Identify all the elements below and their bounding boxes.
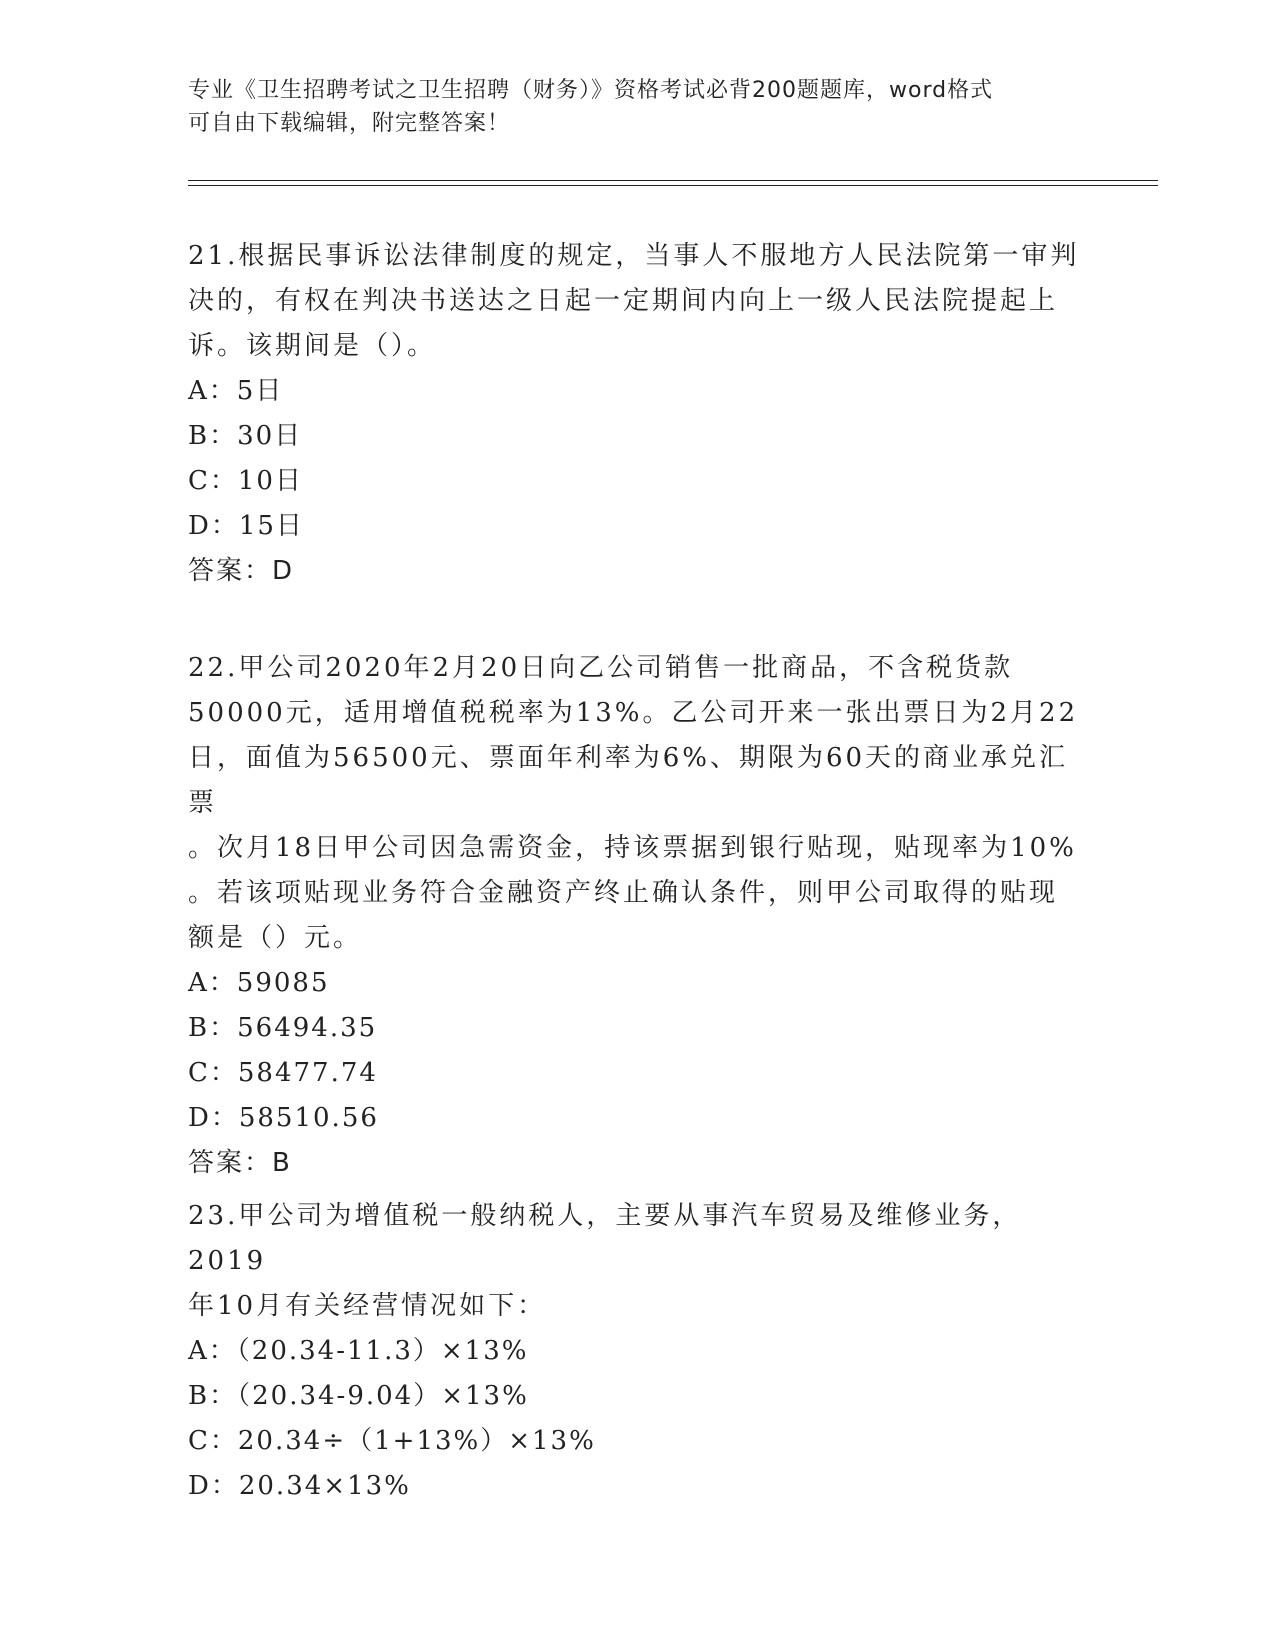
option-d: D：20.34×13% (188, 1471, 411, 1501)
question-stem-line: 决的，有权在判决书送达之日起一定期间内向上一级人民法院提起上 (188, 286, 1059, 316)
option-b: B：56494.35 (188, 1013, 378, 1043)
answer-label: 答案：D (188, 556, 295, 586)
question-stem-line: 22.甲公司2020年2月20日向乙公司销售一批商品，不含税货款 (188, 653, 1014, 683)
answer-label: 答案：B (188, 1148, 292, 1178)
question-stem-line: 21.根据民事诉讼法律制度的规定，当事人不服地方人民法院第一审判 (188, 241, 1080, 271)
option-c: C：10日 (188, 466, 303, 496)
question-stem-line: 。次月18日甲公司因急需资金，持该票据到银行贴现，贴现率为10% (188, 833, 1077, 863)
question-stem-line: 额是（）元。 (188, 923, 363, 953)
question-22 (188, 646, 1088, 1186)
option-a: A：59085 (188, 968, 330, 998)
question-stem-line: 年10月有关经营情况如下： (188, 1291, 547, 1321)
option-b: B：30日 (188, 421, 303, 451)
question-stem-line: 23.甲公司为增值税一般纳税人，主要从事汽车贸易及维修业务，2019 (188, 1201, 1022, 1276)
option-c: C：20.34÷（1+13%）×13% (188, 1426, 596, 1456)
option-b: B：（20.34-9.04）×13% (188, 1381, 529, 1411)
question-stem-line: 日，面值为56500元、票面年利率为6%、期限为60天的商业承兑汇票 (188, 743, 1069, 818)
option-c: C：58477.74 (188, 1058, 378, 1088)
header-line-2: 可自由下载编辑，附完整答案！ (188, 111, 511, 136)
option-d: D：15日 (188, 511, 304, 541)
option-a: A：（20.34-11.3）×13% (188, 1336, 529, 1366)
question-23 (188, 1194, 1088, 1509)
question-stem-line: 50000元，适用增值税税率为13%。乙公司开来一张出票日为2月22 (188, 698, 1079, 728)
document-header (188, 74, 1088, 140)
header-line-1: 专业《卫生招聘考试之卫生招聘（财务）》资格考试必背200题题库，word格式 (188, 78, 994, 103)
header-divider-bottom (188, 185, 1158, 186)
header-divider-top (188, 180, 1158, 181)
option-a: A：5日 (188, 376, 284, 406)
question-stem-line: 。若该项贴现业务符合金融资产终止确认条件，则甲公司取得的贴现 (188, 878, 1059, 908)
option-d: D：58510.56 (188, 1103, 379, 1133)
question-stem-line: 诉。该期间是（）。 (188, 331, 437, 361)
question-21 (188, 234, 1088, 594)
